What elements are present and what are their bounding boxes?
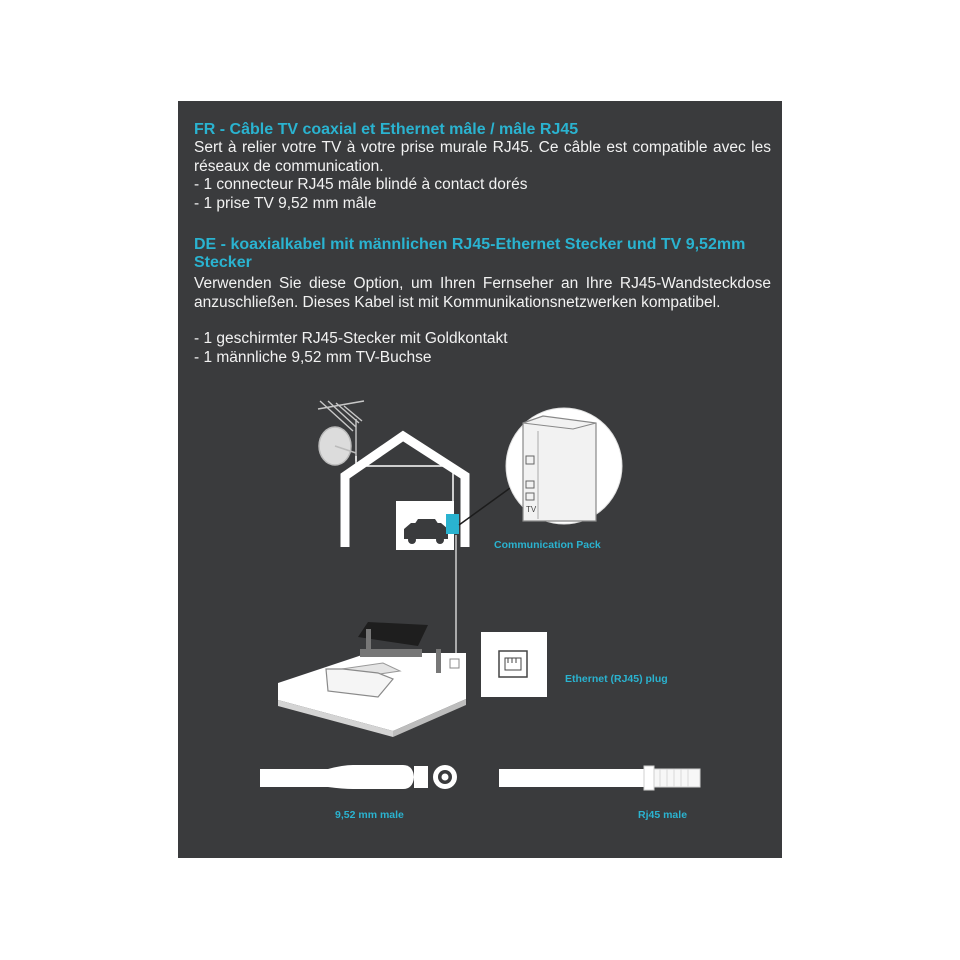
de-title: DE - koaxialkabel mit männlichen RJ45-Ethernet Stecker und TV 9,52mm Stecker bbox=[194, 236, 746, 271]
fr-title: FR - Câble TV coaxial et Ethernet mâle / mâle RJ45 bbox=[194, 121, 579, 138]
box-tv-text: TV bbox=[526, 505, 537, 514]
garage-icon bbox=[396, 501, 454, 550]
wall-socket-icon bbox=[446, 514, 459, 534]
de-item: - 1 männliche 9,52 mm TV-Buchse bbox=[194, 348, 432, 366]
de-description: Verwenden Sie diese Option, um Ihren Fernseher an Ihre RJ45-Wandsteckdose anzuschließen. Dieses Kabel ist mit Kommunikationsnetzwerken kompatibel. bbox=[194, 275, 771, 311]
rj45-plug-icon bbox=[499, 766, 700, 790]
communication-pack-icon bbox=[506, 408, 622, 524]
info-panel bbox=[178, 101, 782, 858]
living-room-icon bbox=[278, 622, 466, 737]
coax-plug-icon bbox=[260, 765, 457, 789]
coax-male-label: 9,52 mm male bbox=[335, 809, 404, 821]
communication-pack-label: Communication Pack bbox=[494, 539, 601, 551]
rj45-male-label: Rj45 male bbox=[638, 809, 688, 821]
satellite-dish-icon bbox=[319, 427, 356, 465]
de-item: - 1 geschirmter RJ45-Stecker mit Goldkontakt bbox=[194, 330, 508, 347]
installation-diagram bbox=[178, 101, 782, 858]
ethernet-plug-label: Ethernet (RJ45) plug bbox=[565, 673, 668, 685]
fr-item: - 1 prise TV 9,52 mm mâle bbox=[194, 194, 377, 212]
fr-description: Sert à relier votre TV à votre prise murale RJ45. Ce câble est compatible avec les réseaux de communication. bbox=[194, 139, 771, 175]
ethernet-socket-icon bbox=[481, 632, 547, 697]
fr-item: - 1 connecteur RJ45 mâle blindé à contact dorés bbox=[194, 176, 528, 193]
